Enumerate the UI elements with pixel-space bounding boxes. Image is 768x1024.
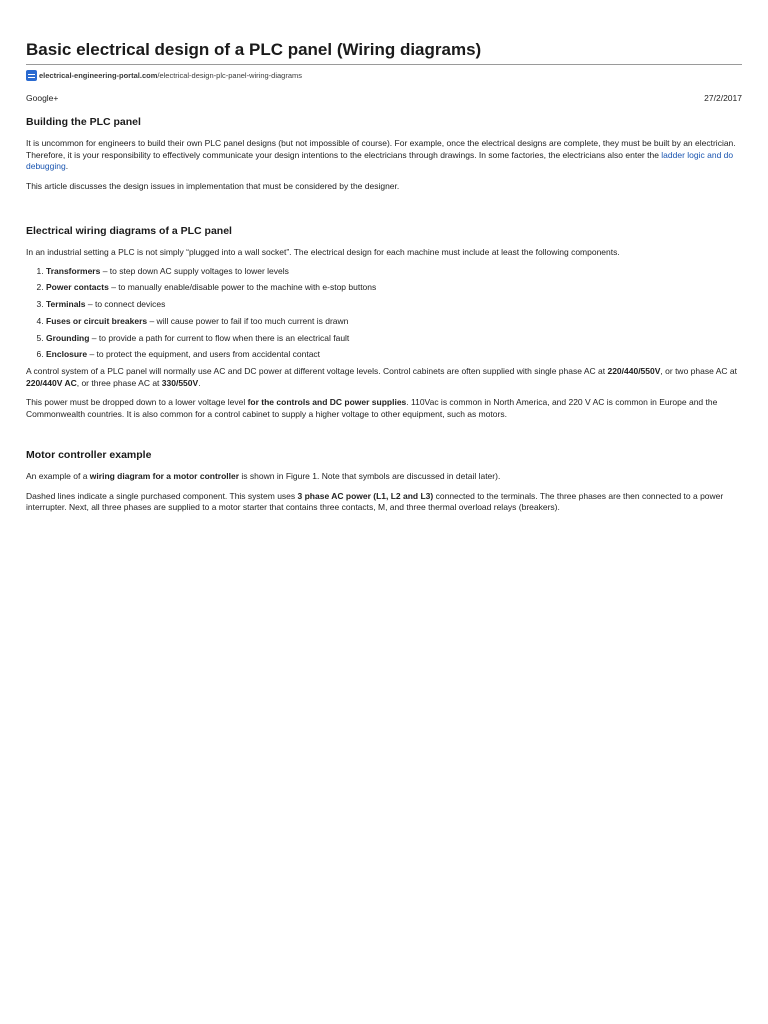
bold-text: 220/440/550V <box>607 366 661 377</box>
list-item-term: Power contacts <box>46 282 109 293</box>
paragraph-text: . <box>65 161 69 171</box>
bold-text: for the controls and DC power supplies <box>247 397 407 408</box>
paragraph-text: An example of a <box>26 471 90 482</box>
section-heading-motor: Motor controller example <box>26 449 152 462</box>
list-item-term: Terminals <box>46 299 86 310</box>
paragraph-text: is shown in Figure 1. Note that symbols are discussed in detail later). <box>239 471 501 482</box>
list-item <box>46 266 742 278</box>
paragraph-motor-2 <box>26 491 742 514</box>
list-item <box>46 333 742 345</box>
meta-row <box>26 93 742 103</box>
paragraph-power-drop <box>26 397 742 420</box>
source-domain[interactable]: electrical-engineering-portal.com <box>39 70 158 80</box>
list-item-term: Grounding <box>46 332 90 343</box>
paragraph-building-2: This article discusses the design issues in implementation that must be considered by the designer. <box>26 180 400 191</box>
author-label: Google+ <box>26 93 59 103</box>
source-path[interactable]: /electrical-design-plc-panel-wiring-diagrams <box>157 70 303 80</box>
list-item <box>46 349 742 361</box>
paragraph-building-1 <box>26 138 742 173</box>
list-item-desc: – to protect the equipment, and users from accidental contact <box>87 349 321 360</box>
article <box>26 0 742 514</box>
page-title: Basic electrical design of a PLC panel (Wiring diagrams) <box>26 40 742 65</box>
list-item-desc: – to connect devices <box>85 299 166 310</box>
list-item-desc: – will cause power to fail if too much current is drawn <box>147 315 349 326</box>
document-icon <box>26 70 37 81</box>
paragraph-text: connected to the terminals. The three phases are then connected to a power interrupter. Next, all three phases are supplied to a motor starter that contains three contacts, M, and three thermal overload relays (breakers). <box>26 490 724 513</box>
paragraph-text: It is uncommon for engineers to build their own PLC panel designs (but not impossible of course). For example, once the electrical designs are complete, they must be built by an electrician. Therefore, it is your responsibility to effectively communicate your design intentions to the electricians through drawings. In some factories, the electricians also enter the <box>26 138 736 160</box>
article-date: 27/2/2017 <box>704 93 742 103</box>
section-heading-building: Building the PLC panel <box>26 116 141 128</box>
section-heading-wiring: Electrical wiring diagrams of a PLC panel <box>26 225 232 237</box>
paragraph-text: . <box>198 377 201 388</box>
source-row <box>26 68 742 82</box>
list-item <box>46 299 742 311</box>
paragraph-text: , or three phase AC at <box>76 377 162 388</box>
ladder-logic-link[interactable]: ladder logic and do debugging <box>26 149 734 171</box>
paragraph-text: This power must be dropped down to a lower voltage level <box>26 397 248 408</box>
bold-text: wiring diagram for a motor controller <box>89 471 240 482</box>
source-link[interactable] <box>39 71 302 80</box>
bold-text: 330/550V <box>161 377 199 388</box>
paragraph-text: Dashed lines indicate a single purchased component. This system uses <box>26 490 298 501</box>
bold-text: 3 phase AC power (L1, L2 and L3) <box>297 490 434 501</box>
list-item-term: Enclosure <box>46 349 88 360</box>
paragraph-text: . 110Vac is common in North America, and 220 V AC is common in Europe and the Commonwealth countries. It is also common for a control cabinet to supply a higher voltage to other equipment, such as motors. <box>26 397 718 419</box>
paragraph-text: A control system of a PLC panel will normally use AC and DC power at different voltage levels. Control cabinets are often supplied with single phase AC at <box>26 366 608 377</box>
list-item <box>46 316 742 328</box>
list-item-desc: – to provide a path for current to flow when there is an electrical fault <box>89 332 350 343</box>
components-list <box>26 266 742 361</box>
list-item-term: Transformers <box>46 265 101 276</box>
list-item-desc: – to manually enable/disable power to the machine with e-stop buttons <box>108 282 377 293</box>
paragraph-voltage-levels <box>26 366 742 389</box>
paragraph-text: , or two phase AC at <box>660 366 737 377</box>
paragraph-motor-1 <box>26 471 742 483</box>
paragraph-wiring-intro: In an industrial setting a PLC is not simply “plugged into a wall socket”. The electrical design for each machine must include at least the following components. <box>26 247 620 257</box>
list-item-term: Fuses or circuit breakers <box>46 315 148 326</box>
list-item-desc: – to step down AC supply voltages to lower levels <box>100 265 289 276</box>
list-item <box>46 282 742 294</box>
bold-text: 220/440V AC <box>26 377 77 388</box>
